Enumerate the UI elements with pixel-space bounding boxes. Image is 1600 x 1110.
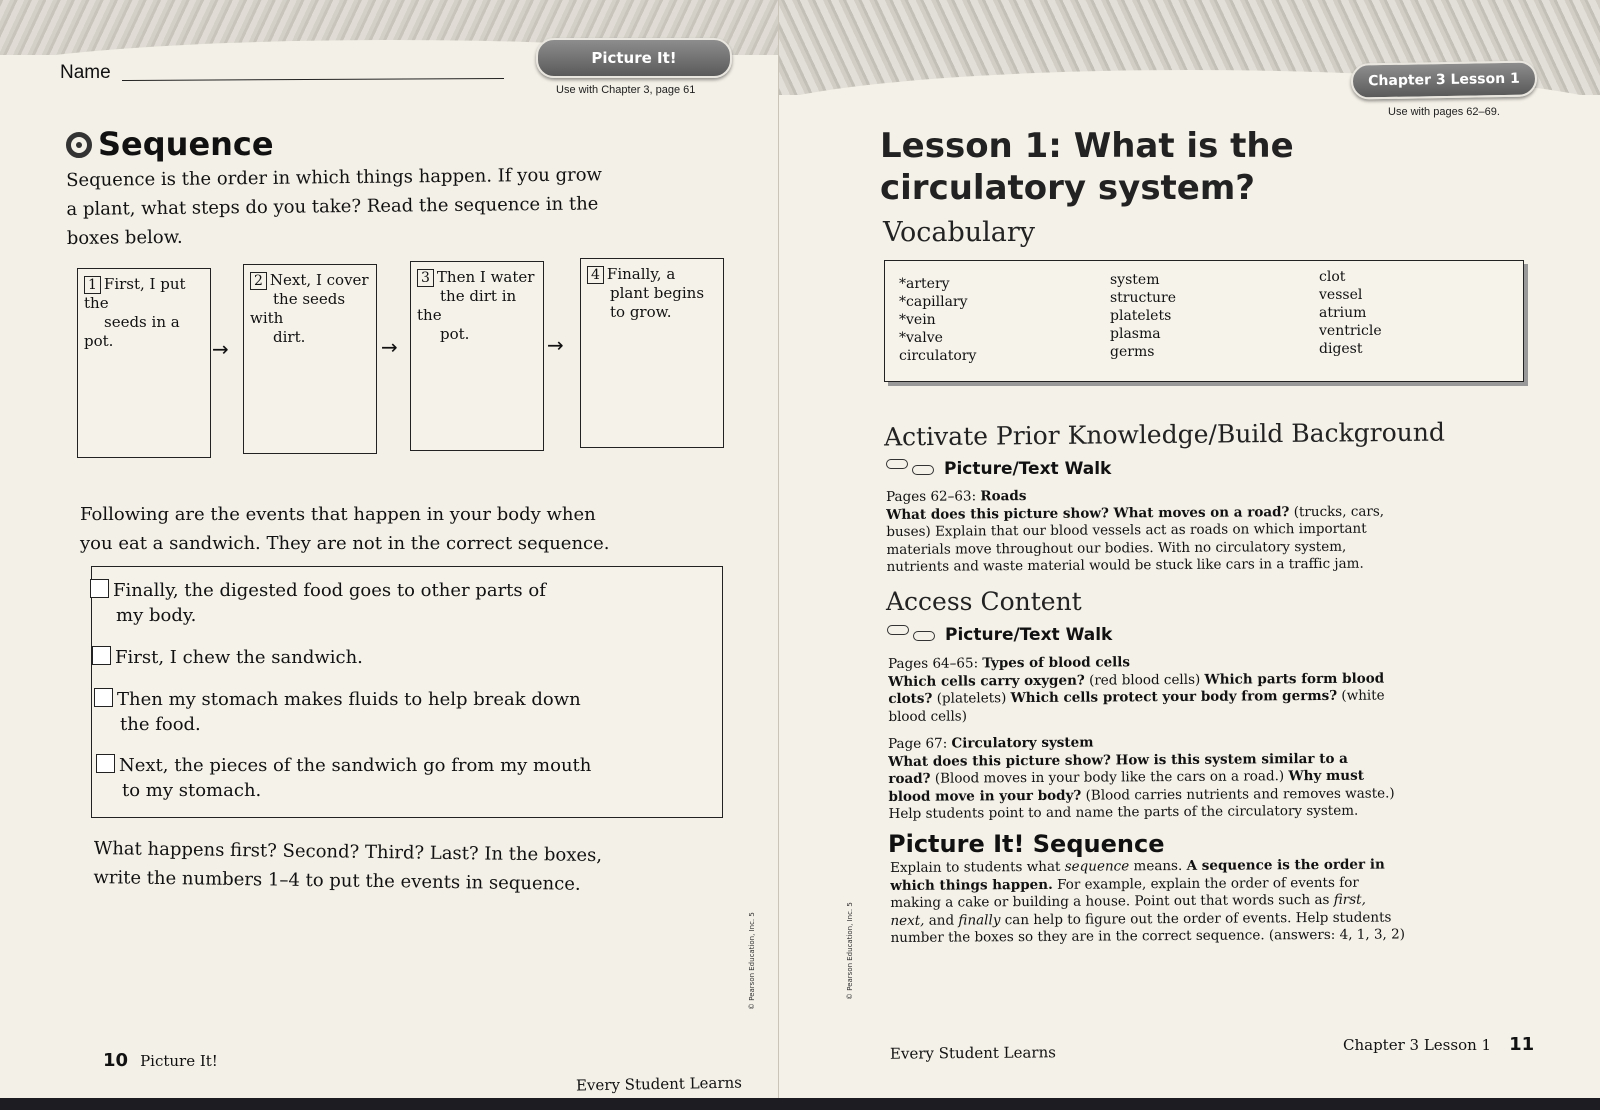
blood-cells-paragraph: Pages 64–65: Types of blood cells Which cells carry oxygen? (red blood cells) Which parts form blood clots? (platelets) Which cells protect your body from germs? (white blood cells) bbox=[888, 654, 1385, 725]
vocab-column: *artery *capillary *vein *valve circulatory bbox=[899, 276, 977, 364]
lesson-title: Lesson 1: What is the circulatory system? bbox=[880, 126, 1294, 208]
vocab-column: clot vessel atrium ventricle digest bbox=[1319, 269, 1382, 357]
sequence-box-4: 4 Finally, a plant begins to grow. bbox=[580, 258, 724, 448]
page-number-right: 11 bbox=[1509, 1034, 1535, 1055]
vocabulary-heading: Vocabulary bbox=[883, 217, 1036, 248]
picture-it-banner: Picture It! bbox=[536, 38, 732, 78]
access-content-heading: Access Content bbox=[886, 587, 1082, 616]
event-checkbox[interactable] bbox=[92, 646, 111, 665]
roads-paragraph: Pages 62–63: Roads What does this picture show? What moves on a road? (trucks, cars, buses) Explain that our blood vessels act as roads on which important materials move throughout our bodies. With no circulatory system, nutrients and waste material would be stuck like cars in a traffic jam. bbox=[886, 488, 1385, 575]
vocab-column: system structure platelets plasma germs bbox=[1110, 272, 1176, 360]
arrow-3: → bbox=[547, 333, 564, 357]
copyright-left: © Pearson Education, Inc. 5 bbox=[748, 912, 756, 1010]
target-icon bbox=[66, 132, 92, 158]
left-footer: 10 Picture It! bbox=[103, 1050, 218, 1071]
footprints-icon bbox=[886, 462, 938, 474]
sequence-box-1: 1 First, I put the seeds in a pot. bbox=[77, 268, 211, 458]
page-number-left: 10 bbox=[103, 1050, 129, 1071]
following-paragraph: Following are the events that happen in your body when you eat a sandwich. They are not in the correct sequence. bbox=[80, 504, 610, 554]
circulatory-paragraph: Page 67: Circulatory system What does this picture show? How is this system similar to a road? (Blood moves in your body like the cars on a road.) Why must blood move in your body? (Blood carries nutrients and removes waste.) Help students point to and name the parts of the circulatory system. bbox=[888, 734, 1395, 822]
event-checkbox[interactable] bbox=[90, 579, 109, 598]
picture-text-walk-2: Picture/Text Walk bbox=[887, 625, 1112, 645]
arrow-2: → bbox=[381, 335, 398, 359]
event-item: Next, the pieces of the sandwich go from my mouth to my stomach. bbox=[96, 753, 591, 803]
left-footer-right: Every Student Learns bbox=[575, 1073, 743, 1095]
sequence-intro: Sequence is the order in which things happen. If you grow a plant, what steps do you take? Read the sequence in the boxes below. bbox=[66, 164, 603, 249]
event-checkbox[interactable] bbox=[94, 688, 113, 707]
event-item: First, I chew the sandwich. bbox=[92, 645, 363, 670]
sequence-explanation: Explain to students what sequence means. A sequence is the order in which things happen. For example, explain the order of events for making a cake or building a house. Point out that words such as first, next, and finally can help to figure out the order of events. Help students number the boxes so they are in the correct sequence. (answers: 4, 1, 3, 2) bbox=[890, 856, 1406, 946]
sequence-box-3: 3 Then I water the dirt in the pot. bbox=[410, 261, 544, 451]
arrow-1: → bbox=[212, 337, 229, 361]
footprints-icon bbox=[887, 628, 939, 640]
copyright-right: © Pearson Education, Inc. 5 bbox=[846, 902, 854, 1000]
event-item: Finally, the digested food goes to other parts of my body. bbox=[90, 578, 546, 628]
right-footer-left: Every Student Learns bbox=[889, 1043, 1057, 1063]
activate-heading: Activate Prior Knowledge/Build Background bbox=[883, 417, 1446, 452]
use-with-note-left: Use with Chapter 3, page 61 bbox=[556, 84, 696, 96]
vocabulary-box bbox=[884, 260, 1524, 382]
sequence-box-2: 2 Next, I cover the seeds with dirt. bbox=[243, 264, 377, 454]
sequence-heading: Sequence bbox=[66, 125, 274, 163]
event-item: Then my stomach makes fluids to help break down the food. bbox=[94, 687, 581, 737]
event-checkbox[interactable] bbox=[96, 754, 115, 773]
picture-it-sequence-heading: Picture It! Sequence bbox=[888, 830, 1165, 858]
question-paragraph: What happens first? Second? Third? Last? In the boxes, write the numbers 1–4 to put the events in sequence. bbox=[93, 837, 603, 895]
picture-text-walk-1: Picture/Text Walk bbox=[886, 459, 1111, 479]
chapter-lesson-banner: Chapter 3 Lesson 1 bbox=[1351, 60, 1538, 99]
name-label: Name bbox=[60, 62, 111, 83]
right-footer: Chapter 3 Lesson 1 11 bbox=[1343, 1034, 1535, 1055]
use-with-note-right: Use with pages 62–69. bbox=[1388, 106, 1500, 118]
